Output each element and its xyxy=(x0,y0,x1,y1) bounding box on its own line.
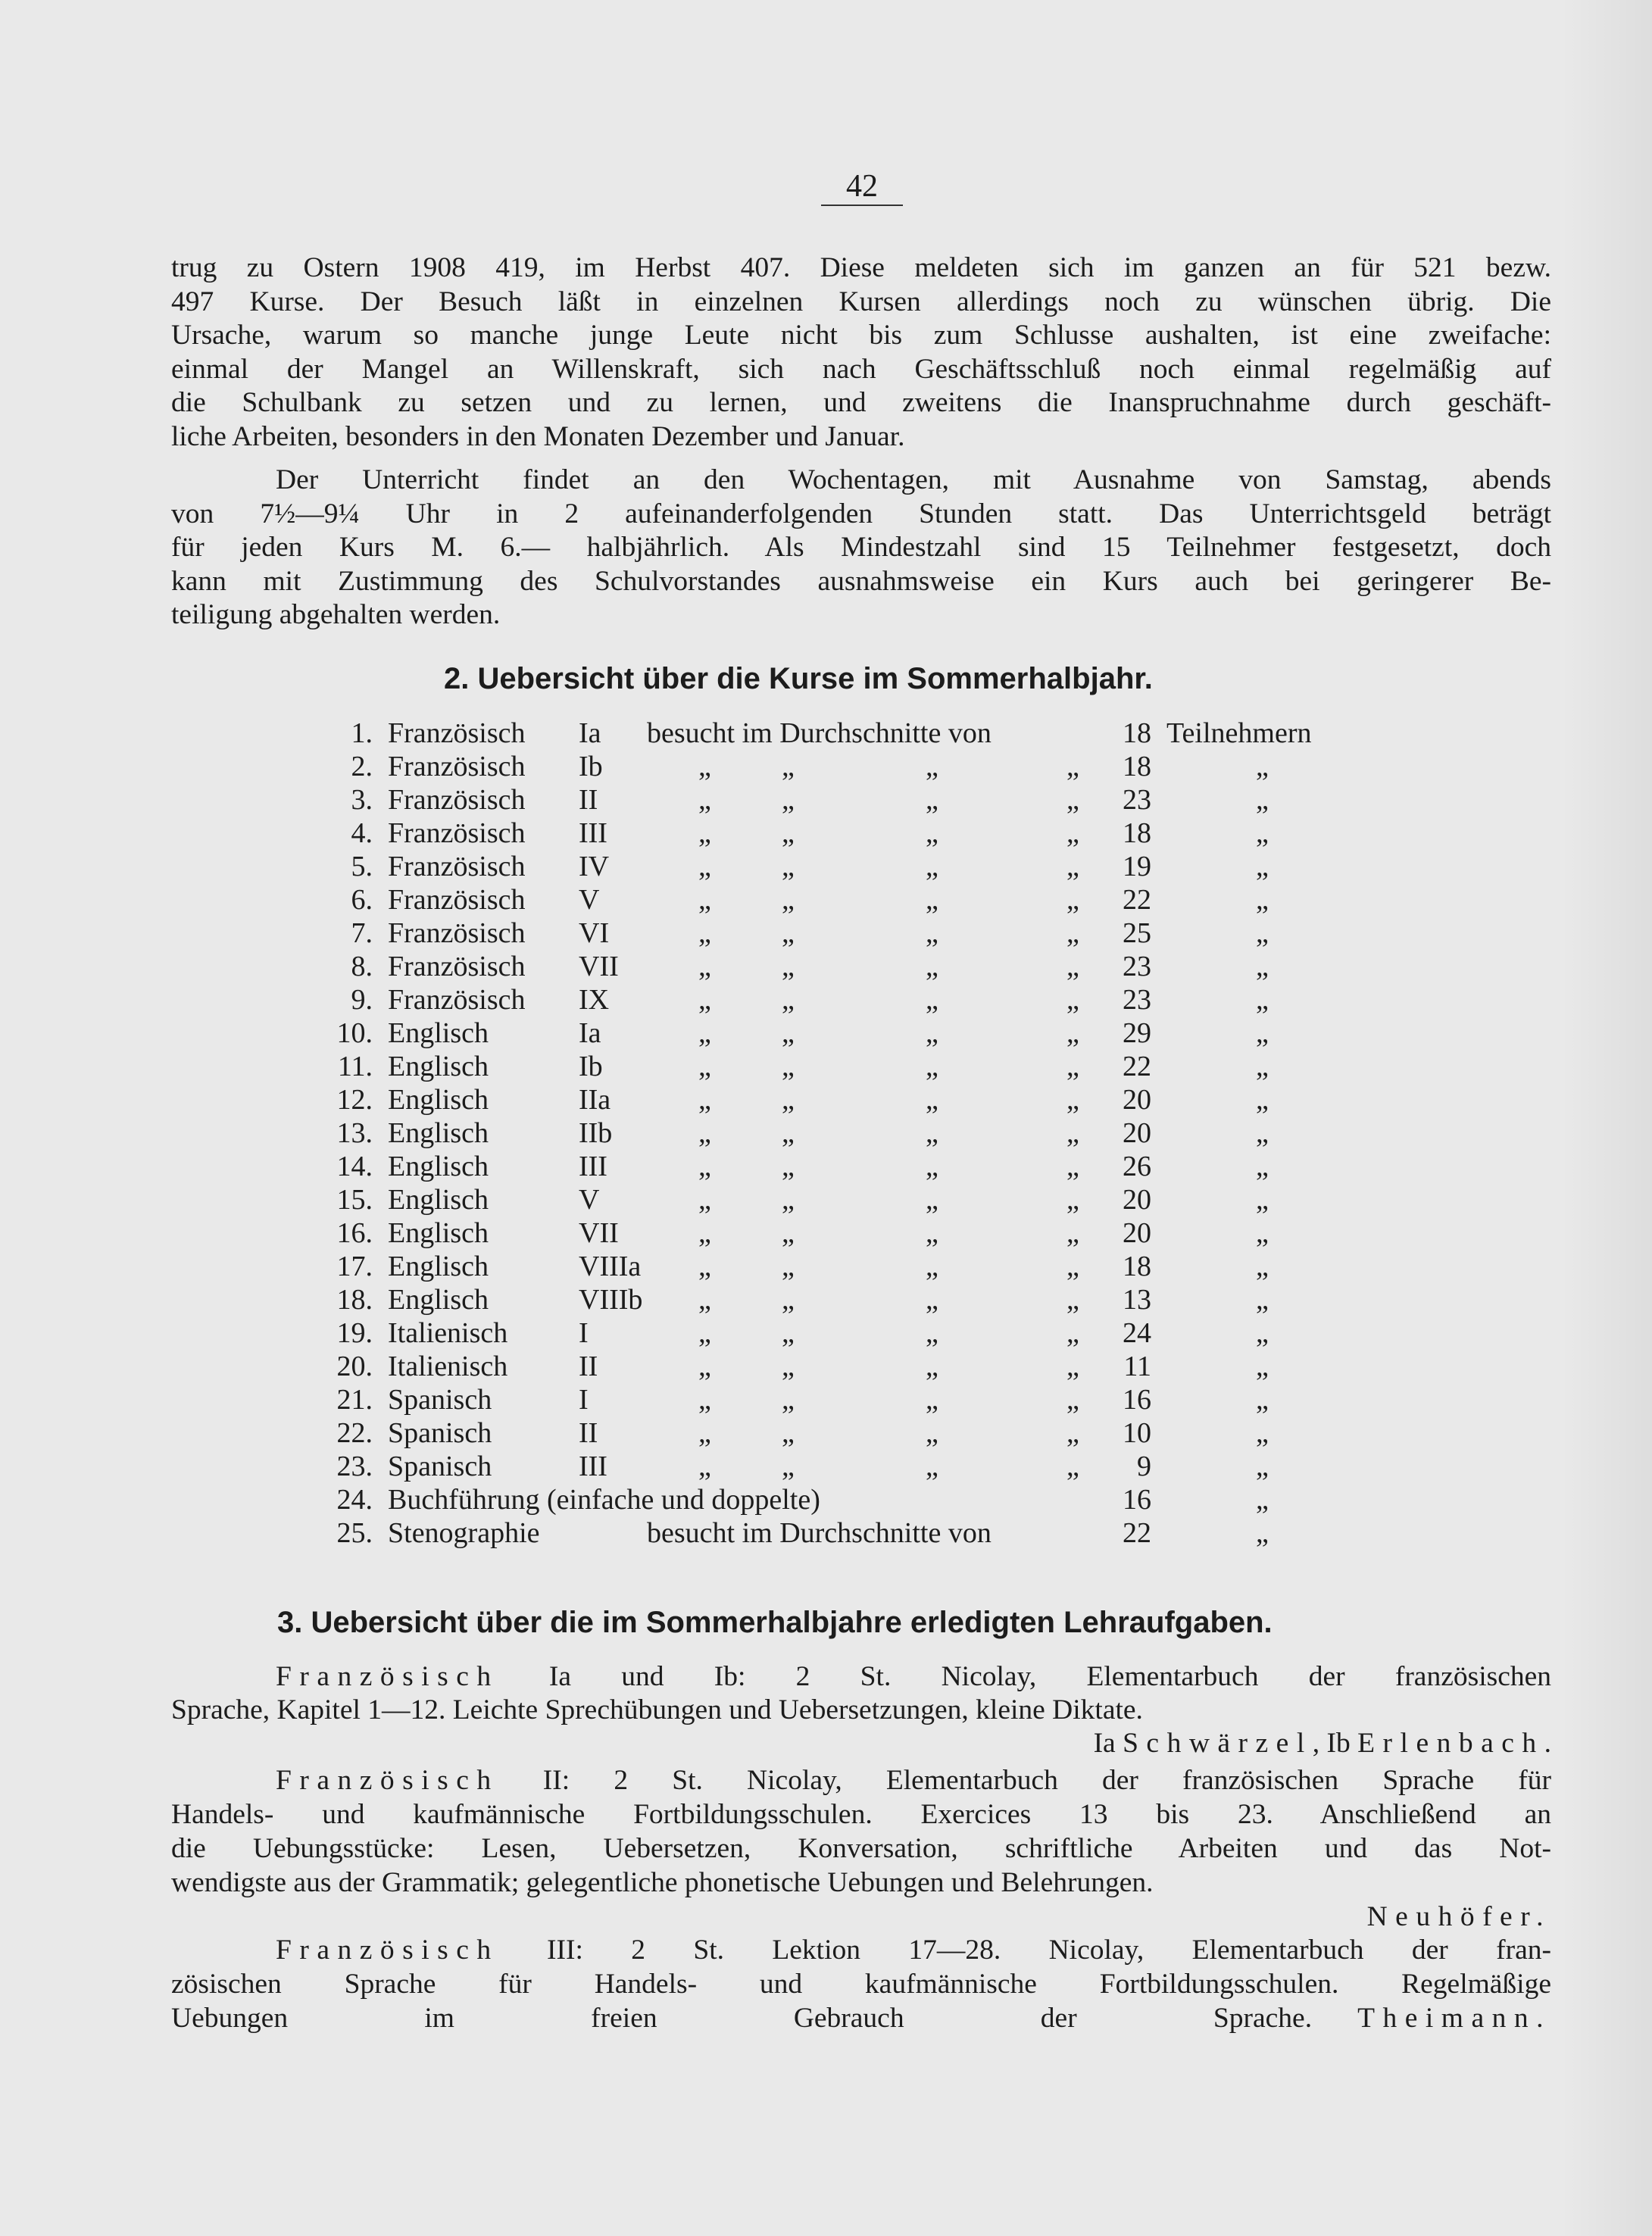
ditto-mark: „ xyxy=(1256,1251,1269,1282)
ditto-mark: „ xyxy=(926,1417,938,1449)
ditto-mark: „ xyxy=(782,917,795,949)
course-language: Buchführung (einfache und doppelte) xyxy=(388,1484,820,1516)
ditto-mark: „ xyxy=(1066,1084,1079,1116)
table-row xyxy=(0,1083,1652,1116)
ditto-mark: „ xyxy=(782,1451,795,1482)
row-number: 8. xyxy=(351,951,373,982)
table-row xyxy=(0,1250,1652,1283)
ditto-mark: „ xyxy=(1066,917,1079,949)
ditto-mark: „ xyxy=(926,851,938,882)
ditto-mark: „ xyxy=(1256,1417,1269,1449)
ditto-mark: „ xyxy=(1256,917,1269,949)
ditto-mark: „ xyxy=(1066,884,1079,916)
participant-count: 20 xyxy=(1123,1184,1151,1216)
ditto-mark: „ xyxy=(926,1451,938,1482)
ditto-mark: „ xyxy=(782,1317,795,1349)
ditto-mark: „ xyxy=(698,1184,711,1216)
ditto-mark: „ xyxy=(1256,1284,1269,1316)
ditto-mark: „ xyxy=(782,751,795,782)
text-line: für jeden Kurs M. 6.— halbjährlich. Als Mindestzahl sind 15 Teilnehmer festgesetzt, doch xyxy=(171,532,1551,563)
ditto-mark: „ xyxy=(782,1151,795,1182)
table-row xyxy=(0,783,1652,817)
course-language: Italienisch xyxy=(388,1351,508,1382)
text-line: Der Unterricht findet an den Wochentagen, mit Ausnahme von Samstag, abends xyxy=(276,464,1551,495)
course-language: Englisch xyxy=(388,1284,489,1316)
participant-count: 9 xyxy=(1137,1451,1151,1482)
teacher-name: Neuhöfer. xyxy=(1366,1901,1551,1932)
table-row xyxy=(0,1183,1652,1216)
ditto-mark: „ xyxy=(1256,1484,1269,1516)
row-number: 6. xyxy=(351,884,373,916)
table-row xyxy=(0,1350,1652,1383)
ditto-mark: „ xyxy=(1066,1051,1079,1082)
participant-count: 11 xyxy=(1123,1351,1151,1382)
course-language: Französisch xyxy=(388,751,526,782)
text-line: Sprache, Kapitel 1—12. Leichte Sprechübungen und Uebersetzungen, kleine Diktate. xyxy=(171,1694,1143,1725)
table-row xyxy=(0,817,1652,850)
table-row xyxy=(0,1516,1652,1550)
ditto-mark: „ xyxy=(1066,1284,1079,1316)
intro-paragraph-1 xyxy=(171,251,1551,454)
ditto-mark: „ xyxy=(1256,884,1269,916)
row-number: 17. xyxy=(336,1251,373,1282)
participant-count: 25 xyxy=(1123,917,1151,949)
course-level: I xyxy=(579,1384,589,1416)
ditto-mark: „ xyxy=(1256,1084,1269,1116)
course-level: IIa xyxy=(579,1084,611,1116)
ditto-mark: „ xyxy=(698,1084,711,1116)
ditto-mark: „ xyxy=(926,1151,938,1182)
text-line xyxy=(171,1763,1551,1797)
participant-count: 20 xyxy=(1123,1217,1151,1249)
text-line: teiligung abgehalten werden. xyxy=(171,599,501,630)
course-language: Englisch xyxy=(388,1051,489,1082)
ditto-mark: „ xyxy=(698,1317,711,1349)
participant-count: 18 xyxy=(1123,751,1151,782)
table-row xyxy=(0,850,1652,883)
text-fragment: . xyxy=(1544,1728,1551,1759)
ditto-mark: „ xyxy=(782,1051,795,1082)
section-3-heading: 3. Uebersicht über die im Sommerhalbjahre erledigten Lehraufgaben. xyxy=(277,1606,1273,1639)
course-level: IIb xyxy=(579,1117,613,1149)
row-number: 25. xyxy=(336,1517,373,1549)
course-level: III xyxy=(579,1151,607,1182)
course-language: Französisch xyxy=(388,951,526,982)
table-row xyxy=(0,750,1652,783)
course-language: Englisch xyxy=(388,1084,489,1116)
ditto-mark: „ xyxy=(926,1317,938,1349)
teacher-line xyxy=(171,1727,1551,1760)
course-language: Englisch xyxy=(388,1217,489,1249)
course-language: Englisch xyxy=(388,1251,489,1282)
unit-label: Teilnehmern xyxy=(1166,717,1312,749)
ditto-mark: „ xyxy=(782,984,795,1016)
course-language: Englisch xyxy=(388,1184,489,1216)
ditto-mark: „ xyxy=(1256,951,1269,982)
text-fragment: Uebungen im freien Gebrauch der Sprache. xyxy=(171,2003,1313,2034)
table-row xyxy=(0,983,1652,1017)
course-level: VI xyxy=(579,917,610,949)
row-number: 14. xyxy=(336,1151,373,1182)
ditto-mark: „ xyxy=(698,1284,711,1316)
row-number: 4. xyxy=(351,817,373,849)
text-line: liche Arbeiten, besonders in den Monaten Dezember und Januar. xyxy=(171,420,905,452)
ditto-mark: „ xyxy=(926,1284,938,1316)
ditto-mark: „ xyxy=(782,784,795,816)
text-line: die Uebungsstücke: Lesen, Uebersetzen, Konversation, schriftliche Arbeiten und das Not- xyxy=(171,1833,1551,1864)
table-row xyxy=(0,1017,1652,1050)
ditto-mark: „ xyxy=(782,1351,795,1382)
section-2-heading: 2. Uebersicht über die Kurse im Sommerhalbjahr. xyxy=(444,662,1153,695)
participant-count: 24 xyxy=(1123,1317,1151,1349)
course-level: III xyxy=(579,817,607,849)
participant-count: 18 xyxy=(1123,1251,1151,1282)
ditto-mark: „ xyxy=(1066,1417,1079,1449)
ditto-mark: „ xyxy=(782,1084,795,1116)
ditto-mark: „ xyxy=(926,1351,938,1382)
course-level: Ia xyxy=(579,717,601,749)
table-row xyxy=(0,1383,1652,1416)
ditto-mark: „ xyxy=(1066,784,1079,816)
ditto-mark: „ xyxy=(1256,1184,1269,1216)
participant-count: 10 xyxy=(1123,1417,1151,1449)
course-language: Französisch xyxy=(388,917,526,949)
ditto-mark: „ xyxy=(782,1217,795,1249)
course-language: Englisch xyxy=(388,1017,489,1049)
row-number: 20. xyxy=(336,1351,373,1382)
row-number: 5. xyxy=(351,851,373,882)
participant-count: 29 xyxy=(1123,1017,1151,1049)
participant-count: 26 xyxy=(1123,1151,1151,1182)
ditto-mark: „ xyxy=(926,784,938,816)
text-line: kann mit Zustimmung des Schulvorstandes ausnahmsweise ein Kurs auch bei geringerer Be- xyxy=(171,565,1551,597)
row-description: besucht im Durchschnitte von xyxy=(647,717,992,749)
text-line xyxy=(171,2001,1551,2035)
participant-count: 16 xyxy=(1123,1484,1151,1516)
table-row xyxy=(0,1483,1652,1516)
participant-count: 16 xyxy=(1123,1384,1151,1416)
course-level: Ia xyxy=(579,1017,601,1049)
row-number: 16. xyxy=(336,1217,373,1249)
ditto-mark: „ xyxy=(698,951,711,982)
ditto-mark: „ xyxy=(1256,1217,1269,1249)
row-number: 22. xyxy=(336,1417,373,1449)
lehraufgaben-paragraph-1 xyxy=(171,1660,1551,1760)
text-fragment: II: 2 St. Nicolay, Elementarbuch der französischen Sprache für xyxy=(542,1765,1551,1796)
text-fragment: , Ib xyxy=(1312,1728,1351,1759)
ditto-mark: „ xyxy=(926,1217,938,1249)
ditto-mark: „ xyxy=(926,817,938,849)
teacher-name: Erlenbach xyxy=(1357,1728,1544,1759)
course-language: Italienisch xyxy=(388,1317,508,1349)
row-number: 24. xyxy=(336,1484,373,1516)
table-row xyxy=(0,1450,1652,1483)
table-row xyxy=(0,1050,1652,1083)
subject-label: Französisch xyxy=(276,1661,499,1692)
ditto-mark: „ xyxy=(926,1117,938,1149)
course-language: Französisch xyxy=(388,984,526,1016)
text-line xyxy=(171,1660,1551,1694)
subject-label: Französisch xyxy=(276,1765,499,1796)
ditto-mark: „ xyxy=(1066,1117,1079,1149)
ditto-mark: „ xyxy=(698,1451,711,1482)
course-level: IV xyxy=(579,851,610,882)
text-line: 497 Kurse. Der Besuch läßt in einzelnen Kursen allerdings noch zu wünschen übrig. Die xyxy=(171,286,1551,317)
ditto-mark: „ xyxy=(1256,1351,1269,1382)
lehraufgaben-paragraph-3 xyxy=(171,1933,1551,2035)
course-level: V xyxy=(579,884,600,916)
ditto-mark: „ xyxy=(1066,751,1079,782)
course-level: V xyxy=(579,1184,600,1216)
course-level: III xyxy=(579,1451,607,1482)
text-fragment: Ia und Ib: 2 St. Nicolay, Elementarbuch der französischen xyxy=(548,1661,1551,1692)
participant-count: 22 xyxy=(1123,884,1151,916)
course-level: VII xyxy=(579,1217,619,1249)
text-line: von 7½—9¼ Uhr in 2 aufeinanderfolgenden Stunden statt. Das Unterrichtsgeld beträgt xyxy=(171,498,1551,529)
ditto-mark: „ xyxy=(698,851,711,882)
ditto-mark: „ xyxy=(1256,1117,1269,1149)
ditto-mark: „ xyxy=(782,951,795,982)
course-level: II xyxy=(579,784,598,816)
participant-count: 23 xyxy=(1123,984,1151,1016)
participant-count: 23 xyxy=(1123,784,1151,816)
ditto-mark: „ xyxy=(926,1384,938,1416)
ditto-mark: „ xyxy=(1066,1184,1079,1216)
ditto-mark: „ xyxy=(782,1384,795,1416)
ditto-mark: „ xyxy=(698,784,711,816)
participant-count: 13 xyxy=(1123,1284,1151,1316)
ditto-mark: „ xyxy=(926,884,938,916)
ditto-mark: „ xyxy=(1066,951,1079,982)
row-number: 2. xyxy=(351,751,373,782)
course-level: VIIIa xyxy=(579,1251,642,1282)
ditto-mark: „ xyxy=(926,917,938,949)
row-description: besucht im Durchschnitte von xyxy=(647,1517,992,1549)
table-row xyxy=(0,1116,1652,1150)
ditto-mark: „ xyxy=(926,1184,938,1216)
ditto-mark: „ xyxy=(1256,1517,1269,1549)
course-language: Französisch xyxy=(388,784,526,816)
course-language: Französisch xyxy=(388,817,526,849)
ditto-mark: „ xyxy=(1066,1384,1079,1416)
text-line xyxy=(171,1933,1551,1967)
ditto-mark: „ xyxy=(926,1051,938,1082)
participant-count: 18 xyxy=(1123,817,1151,849)
ditto-mark: „ xyxy=(1256,1451,1269,1482)
ditto-mark: „ xyxy=(782,1117,795,1149)
course-language: Stenographie xyxy=(388,1517,540,1549)
ditto-mark: „ xyxy=(698,984,711,1016)
ditto-mark: „ xyxy=(698,917,711,949)
table-row xyxy=(0,717,1652,750)
row-number: 11. xyxy=(337,1051,373,1082)
ditto-mark: „ xyxy=(698,1384,711,1416)
ditto-mark: „ xyxy=(926,1017,938,1049)
teacher-line xyxy=(171,1900,1551,1934)
ditto-mark: „ xyxy=(698,884,711,916)
ditto-mark: „ xyxy=(1066,984,1079,1016)
ditto-mark: „ xyxy=(1256,984,1269,1016)
ditto-mark: „ xyxy=(1256,1051,1269,1082)
participant-count: 19 xyxy=(1123,851,1151,882)
row-number: 1. xyxy=(351,717,373,749)
ditto-mark: „ xyxy=(1256,1384,1269,1416)
ditto-mark: „ xyxy=(698,1117,711,1149)
table-row xyxy=(0,1216,1652,1250)
ditto-mark: „ xyxy=(698,1417,711,1449)
ditto-mark: „ xyxy=(698,1251,711,1282)
ditto-mark: „ xyxy=(926,1251,938,1282)
ditto-mark: „ xyxy=(782,817,795,849)
ditto-mark: „ xyxy=(698,1051,711,1082)
text-line: zösischen Sprache für Handels- und kaufmännische Fortbildungsschulen. Regelmäßige xyxy=(171,1969,1551,2000)
text-line: einmal der Mangel an Willenskraft, sich nach Geschäftsschluß noch einmal regelmäßig auf xyxy=(171,353,1551,385)
ditto-mark: „ xyxy=(1066,1317,1079,1349)
ditto-mark: „ xyxy=(698,1351,711,1382)
course-level: IX xyxy=(579,984,610,1016)
page-number: 42 xyxy=(821,168,903,206)
ditto-mark: „ xyxy=(1256,1017,1269,1049)
lehraufgaben-paragraph-2 xyxy=(171,1763,1551,1934)
ditto-mark: „ xyxy=(782,851,795,882)
row-number: 19. xyxy=(336,1317,373,1349)
ditto-mark: „ xyxy=(698,817,711,849)
course-level: VII xyxy=(579,951,619,982)
course-level: II xyxy=(579,1351,598,1382)
row-number: 7. xyxy=(351,917,373,949)
table-row xyxy=(0,883,1652,917)
ditto-mark: „ xyxy=(1256,851,1269,882)
ditto-mark: „ xyxy=(782,1284,795,1316)
course-language: Französisch xyxy=(388,851,526,882)
ditto-mark: „ xyxy=(1256,784,1269,816)
text-line: Ursache, warum so manche junge Leute nicht bis zum Schlusse aushalten, ist eine zweifache: xyxy=(171,320,1551,351)
course-level: Ib xyxy=(579,1051,603,1082)
ditto-mark: „ xyxy=(1256,751,1269,782)
row-number: 10. xyxy=(336,1017,373,1049)
course-language: Spanisch xyxy=(388,1417,492,1449)
table-row xyxy=(0,917,1652,950)
ditto-mark: „ xyxy=(926,984,938,1016)
ditto-mark: „ xyxy=(926,1084,938,1116)
row-number: 12. xyxy=(336,1084,373,1116)
course-level: I xyxy=(579,1317,589,1349)
course-language: Englisch xyxy=(388,1151,489,1182)
text-fragment: III: 2 St. Lektion 17—28. Nicolay, Elementarbuch der fran- xyxy=(547,1935,1551,1966)
course-level: VIIIb xyxy=(579,1284,643,1316)
subject-label: Französisch xyxy=(276,1935,499,1966)
ditto-mark: „ xyxy=(926,751,938,782)
table-row xyxy=(0,1316,1652,1350)
course-language: Französisch xyxy=(388,884,526,916)
course-language: Englisch xyxy=(388,1117,489,1149)
ditto-mark: „ xyxy=(782,1184,795,1216)
intro-paragraph-2 xyxy=(171,464,1551,632)
ditto-mark: „ xyxy=(698,1017,711,1049)
ditto-mark: „ xyxy=(1066,1251,1079,1282)
ditto-mark: „ xyxy=(698,1217,711,1249)
table-row xyxy=(0,1150,1652,1183)
text-line: Handels- und kaufmännische Fortbildungsschulen. Exercices 13 bis 23. Anschließend an xyxy=(171,1799,1551,1830)
ditto-mark: „ xyxy=(1066,1217,1079,1249)
row-number: 9. xyxy=(351,984,373,1016)
row-number: 15. xyxy=(336,1184,373,1216)
participant-count: 22 xyxy=(1123,1517,1151,1549)
ditto-mark: „ xyxy=(1066,851,1079,882)
row-number: 21. xyxy=(336,1384,373,1416)
text-line: trug zu Ostern 1908 419, im Herbst 407. Diese meldeten sich im ganzen an für 521 bezw. xyxy=(171,252,1551,283)
ditto-mark: „ xyxy=(1256,817,1269,849)
ditto-mark: „ xyxy=(1256,1151,1269,1182)
ditto-mark: „ xyxy=(1066,1017,1079,1049)
row-number: 18. xyxy=(336,1284,373,1316)
course-language: Spanisch xyxy=(388,1451,492,1482)
ditto-mark: „ xyxy=(782,884,795,916)
table-row xyxy=(0,950,1652,983)
participant-count: 22 xyxy=(1123,1051,1151,1082)
row-number: 13. xyxy=(336,1117,373,1149)
text-line: wendigste aus der Grammatik; gelegentliche phonetische Uebungen und Belehrungen. xyxy=(171,1867,1154,1898)
ditto-mark: „ xyxy=(926,951,938,982)
participant-count: 18 xyxy=(1123,717,1151,749)
ditto-mark: „ xyxy=(782,1017,795,1049)
course-level: Ib xyxy=(579,751,603,782)
ditto-mark: „ xyxy=(1256,1317,1269,1349)
ditto-mark: „ xyxy=(1066,1351,1079,1382)
ditto-mark: „ xyxy=(698,751,711,782)
ditto-mark: „ xyxy=(782,1251,795,1282)
table-row xyxy=(0,1416,1652,1450)
participant-count: 23 xyxy=(1123,951,1151,982)
text-line: die Schulbank zu setzen und zu lernen, und zweitens die Inanspruchnahme durch geschäft- xyxy=(171,387,1551,418)
ditto-mark: „ xyxy=(782,1417,795,1449)
ditto-mark: „ xyxy=(1066,1451,1079,1482)
row-number: 3. xyxy=(351,784,373,816)
ditto-mark: „ xyxy=(1066,1151,1079,1182)
course-level: II xyxy=(579,1417,598,1449)
table-row xyxy=(0,1283,1652,1316)
participant-count: 20 xyxy=(1123,1117,1151,1149)
participant-count: 20 xyxy=(1123,1084,1151,1116)
course-language: Französisch xyxy=(388,717,526,749)
teacher-name: Theimann. xyxy=(1357,2003,1551,2034)
ditto-mark: „ xyxy=(698,1151,711,1182)
text-fragment: Ia xyxy=(1093,1728,1116,1759)
teacher-name: Schwärzel xyxy=(1123,1728,1313,1759)
ditto-mark: „ xyxy=(1066,817,1079,849)
course-language: Spanisch xyxy=(388,1384,492,1416)
row-number: 23. xyxy=(336,1451,373,1482)
